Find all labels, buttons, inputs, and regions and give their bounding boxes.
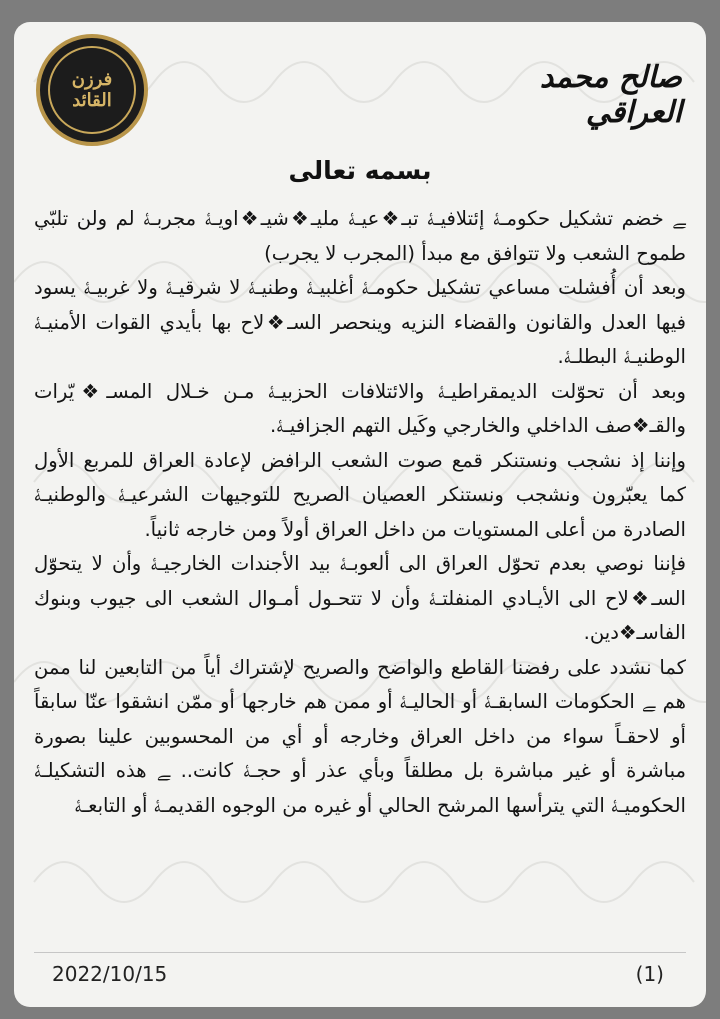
paragraph: فإننا نوصي بعدم تحوّل العراق الى ألعوبـﮥ بيد الأجندات الخارجيـﮥ وأن لا يتحوّل السـ❖لاح الى الأيـادي المنفلتـﮥ وأن لا تتحـول أمـوال الشعب الى جيوب وبنوك الفاسـ❖دين. <box>34 552 686 644</box>
paragraph: كما نشدد على رفضنا القاطع والواضح والصريح لإشتراك أياً من التابعين لنا ممن هم ﮯ الحكومات السابقـﮥ أو الحاليـﮥ أو ممن هم خارجها أو ممّن انشقوا عنّا سابقاً أو لاحقـاً سواء من داخل العراق وخارجه أو أي من المحسوبين علينا بصورة مباشرة أو غير مباشرة بل مطلقاً وبأي عذر أو حجـﮥ كانت.. ﮯ هذه التشكيلـﮥ الحكوميـﮥ التي يترأسها المرشح الحالي أو غيره من الوجوه القديمـﮥ أو التابعـﮥ <box>34 655 686 817</box>
document-page <box>14 22 706 1007</box>
seal-logo <box>36 34 148 146</box>
paragraph: ﮯ خضم تشكيل حكومـﮥ إئتلافيـﮥ تبـ❖عيـﮥ مليـ❖شيـ❖اويـﮥ مجربـﮥ لم ولن تلبّي طموح الشعب ولا تتوافق مع مبدأ (المجرب لا يجرب) <box>34 207 686 265</box>
page-number: (1) <box>635 962 664 986</box>
footer-divider <box>34 952 686 953</box>
seal-logo-text: فرزن القائد <box>48 46 136 134</box>
paragraph: وبعد أن أُفشلت مساعي تشكيل حكومـﮥ أغلبيـﮥ وطنيـﮥ لا شرقيـﮥ ولا غربيـﮥ يسود فيها العدل والقانون والقضاء النزيه وينحصر السـ❖لاح بها بأيدي القوات الأمنيـﮥ الوطنيـﮥ البطلـﮥ. <box>34 276 686 368</box>
paragraph: وبعد أن تحوّلت الديمقراطيـﮥ والائتلافات الحزبيـﮥ مـن خـلال المسـ❖يّرات والقـ❖صف الداخلي والخارجي وكَيل التهم الجزافيـﮥ. <box>34 379 686 437</box>
document-header <box>14 22 706 162</box>
document-date: 2022/10/15 <box>52 962 168 986</box>
document-body <box>34 202 686 823</box>
document-heading: بسمه تعالى <box>288 156 432 185</box>
calligraphy-signature: صالح محمد العراقي <box>539 60 682 130</box>
paragraph: وإننا إذ نشجب ونستنكر قمع صوت الشعب الرافض لإعادة العراق للمربع الأول كما يعبّرون ونشجب ونستنكر العصيان الصريح للتوجيهات الشرعيـﮥ والوطنيـﮥ الصادرة من أعلى المستويات من داخل العراق أولاً ومن خارجه ثانياً. <box>34 448 686 541</box>
